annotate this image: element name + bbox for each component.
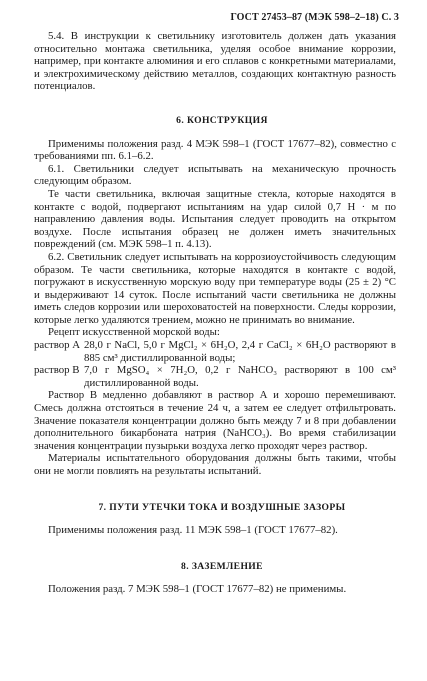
paragraph-6-1: 6.1. Светильники следует испытывать на механическую прочность следующим образом. <box>34 162 396 188</box>
section-8-text: Положения разд. 7 МЭК 598–1 (ГОСТ 17677–82) не применимы. <box>48 583 347 596</box>
section-6-heading: 6. КОНСТРУКЦИЯ <box>176 114 268 126</box>
paragraph-materials: Материалы испытательного оборудования должны быть такими, чтобы они не могли повлиять на результаты испытаний. <box>34 452 396 477</box>
section-7-text: Применимы положения разд. 11 МЭК 598–1 (ГОСТ 17677–82). <box>48 524 338 537</box>
paragraph-6-1-impact: Те части светильника, включая защитные стекла, которые находятся в контакте с водой, подвергают испытаниям на удар силой 0,7 Н · м по направлению давления воды. Испытания следует проводить на открытом воздухе. После испытания образец не должен иметь значительных повреждений (см. МЭК 598–1 п. 4.13). <box>34 187 396 251</box>
page-header: ГОСТ 27453–87 (МЭК 598–2–18) С. 3 <box>230 12 399 23</box>
solution-b-label: раствор В <box>34 364 80 377</box>
recipe-title: Рецепт искусственной морской воды: <box>48 326 220 339</box>
document-body <box>34 30 396 596</box>
section-6-intro: Применимы положения разд. 4 МЭК 598–1 (ГОСТ 17677–82), совместно с требованиями пп. 6.1–6.2. <box>34 137 396 163</box>
solution-a-label: раствор А <box>34 339 81 352</box>
paragraph-6-2: 6.2. Светильник следует испытывать на коррозиоустойчивость следующим образом. Те части светильника, которые находятся в контакте с водой, погружают в искусственную морскую воду при температуре воды (25 ± 2) °С и выдерживают 14 суток. После испытаний части светильника не должны иметь следов коррозии или шероховатостей на поверхности. Следы коррозии, которые легко удаляются трением, можно не принимать во внимание. <box>34 250 396 326</box>
solution-a <box>34 339 396 364</box>
solution-b-text: 7,0 г MgSO₄ × 7H₂O, 0,2 г NaHCO₃ растворяют в 100 см³ дистиллированной воды. <box>84 364 396 389</box>
section-8-heading: 8. ЗАЗЕМЛЕНИЕ <box>181 560 263 572</box>
section-7-heading: 7. ПУТИ УТЕЧКИ ТОКА И ВОЗДУШНЫЕ ЗАЗОРЫ <box>98 501 346 513</box>
paragraph-5-4: 5.4. В инструкции к светильнику изготовитель должен дать указания относительно монтажа светильника, уделяя особое внимание коррозии, например, при контакте алюминия и его сплавов с конкретными материалами, и электрохимическому действию металлов, создающих контактную разность потенциалов. <box>34 30 396 93</box>
solution-b <box>34 364 396 389</box>
paragraph-mixing: Раствор В медленно добавляют в раствор А и хорошо перемешивают. Смесь должна отстояться в течение 24 ч, а затем ее следует отфильтровать. Значение показателя концентрации должно быть между 7 и 8 при добавлении дополнительного бикарбоната натрия (NaHCO₃). Во время стабилизации значения концентрации пузырьки воздуха легко проходят через раствор. <box>34 389 396 452</box>
solution-a-text: 28,0 г NaCl, 5,0 г MgCl₂ × 6H₂O, 2,4 г CaCl₂ × 6H₂O растворяют в 885 см³ дистиллированной воды; <box>84 339 396 364</box>
